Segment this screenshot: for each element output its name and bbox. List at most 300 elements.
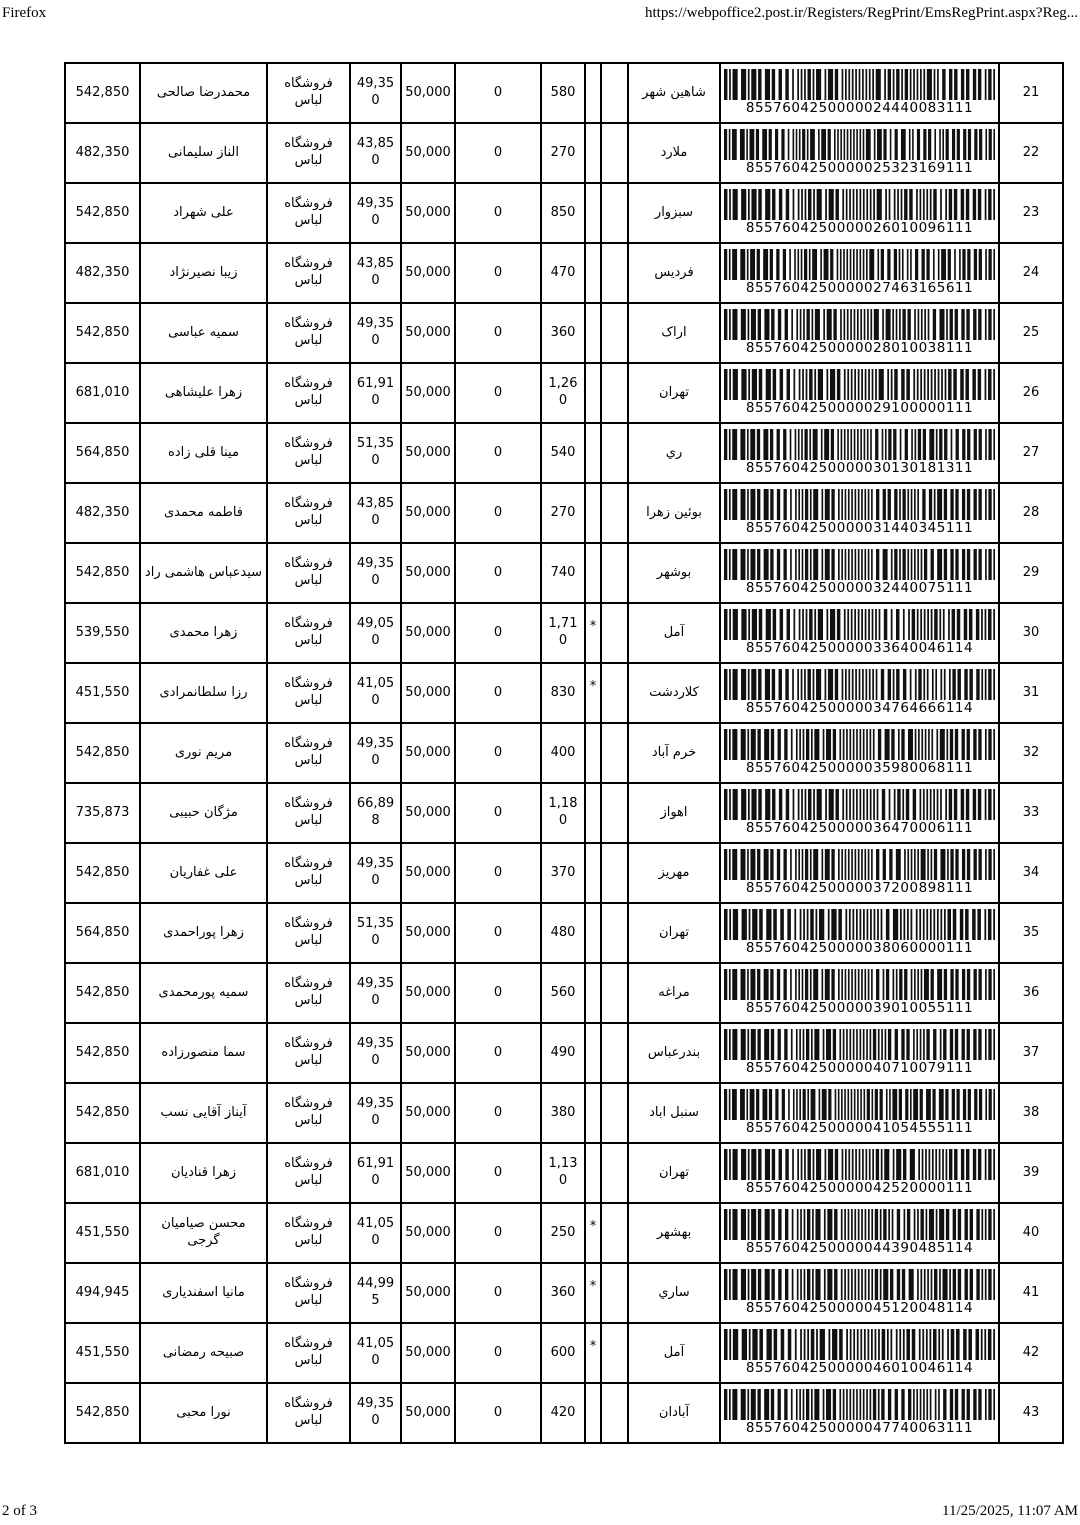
table-row [65, 483, 1063, 543]
total-price-cell: 542,850 [65, 843, 140, 903]
weight-cell: 740 [541, 543, 585, 603]
weight-cell: 830 [541, 663, 585, 723]
cod-amount-cell: 0 [455, 663, 541, 723]
sender-name-cell: نورا محبی [140, 1383, 267, 1443]
barcode-image [724, 669, 995, 700]
sender-name-cell: سمیه عباسی [140, 303, 267, 363]
spare-cell [601, 363, 628, 423]
declared-value-cell: 50,000 [401, 903, 455, 963]
flag-cell: * [585, 663, 601, 723]
weight-cell: 1,260 [541, 363, 585, 423]
flag-cell [585, 963, 601, 1023]
destination-city-cell: ملارد [628, 123, 720, 183]
barcode-number: 8557604250000032440075111 [745, 579, 974, 596]
cod-amount-cell: 0 [455, 363, 541, 423]
postage-fee-cell: 49,350 [350, 723, 401, 783]
cod-amount-cell: 0 [455, 603, 541, 663]
total-price-cell: 451,550 [65, 1203, 140, 1263]
table-row [65, 123, 1063, 183]
total-price-cell: 542,850 [65, 1083, 140, 1143]
postage-fee-cell: 43,850 [350, 483, 401, 543]
spare-cell [601, 783, 628, 843]
barcode-image [724, 369, 995, 400]
barcode-cell [720, 63, 999, 123]
cod-amount-cell: 0 [455, 963, 541, 1023]
weight-cell: 1,710 [541, 603, 585, 663]
weight-cell: 420 [541, 1383, 585, 1443]
row-number-cell: 34 [999, 843, 1063, 903]
spare-cell [601, 483, 628, 543]
row-number-cell: 41 [999, 1263, 1063, 1323]
sender-name-cell: صبیحه رمضانی [140, 1323, 267, 1383]
flag-cell [585, 363, 601, 423]
weight-cell: 540 [541, 423, 585, 483]
cod-amount-cell: 0 [455, 543, 541, 603]
table-row [65, 183, 1063, 243]
barcode-number: 8557604250000028010038111 [745, 339, 974, 356]
total-price-cell: 542,850 [65, 1023, 140, 1083]
store-name-cell: فروشگاه لباس [267, 543, 350, 603]
declared-value-cell: 50,000 [401, 723, 455, 783]
cod-amount-cell: 0 [455, 1383, 541, 1443]
destination-city-cell: ساري [628, 1263, 720, 1323]
print-header [2, 5, 1078, 22]
barcode-image [724, 1029, 995, 1060]
barcode-image [724, 1269, 995, 1300]
spare-cell [601, 1023, 628, 1083]
barcode-number: 8557604250000036470006111 [745, 819, 974, 836]
page-indicator: 2 of 3 [2, 1503, 37, 1519]
postage-fee-cell: 49,350 [350, 963, 401, 1023]
barcode-cell [720, 663, 999, 723]
postage-fee-cell: 43,850 [350, 123, 401, 183]
weight-cell: 1,180 [541, 783, 585, 843]
row-number-cell: 26 [999, 363, 1063, 423]
declared-value-cell: 50,000 [401, 183, 455, 243]
barcode-number: 8557604250000042520000111 [745, 1179, 974, 1196]
weight-cell: 380 [541, 1083, 585, 1143]
barcode-image [724, 309, 995, 340]
cod-amount-cell: 0 [455, 1023, 541, 1083]
weight-cell: 600 [541, 1323, 585, 1383]
row-number-cell: 29 [999, 543, 1063, 603]
spare-cell [601, 183, 628, 243]
total-price-cell: 542,850 [65, 543, 140, 603]
flag-cell: * [585, 1263, 601, 1323]
postage-fee-cell: 51,350 [350, 903, 401, 963]
declared-value-cell: 50,000 [401, 243, 455, 303]
total-price-cell: 681,010 [65, 1143, 140, 1203]
declared-value-cell: 50,000 [401, 663, 455, 723]
spare-cell [601, 123, 628, 183]
declared-value-cell: 50,000 [401, 1023, 455, 1083]
sender-name-cell: زهرا علیشاهی [140, 363, 267, 423]
cod-amount-cell: 0 [455, 243, 541, 303]
weight-cell: 370 [541, 843, 585, 903]
barcode-image [724, 1089, 995, 1120]
cod-amount-cell: 0 [455, 63, 541, 123]
total-price-cell: 482,350 [65, 483, 140, 543]
cod-amount-cell: 0 [455, 1323, 541, 1383]
browser-title: Firefox [2, 5, 47, 21]
weight-cell: 490 [541, 1023, 585, 1083]
sender-name-cell: زهرا پوراحمدی [140, 903, 267, 963]
store-name-cell: فروشگاه لباس [267, 843, 350, 903]
postage-fee-cell: 41,050 [350, 663, 401, 723]
spare-cell [601, 963, 628, 1023]
barcode-number: 8557604250000041054555111 [745, 1119, 974, 1136]
sender-name-cell: زیبا نصیرنژاد [140, 243, 267, 303]
total-price-cell: 542,850 [65, 63, 140, 123]
declared-value-cell: 50,000 [401, 363, 455, 423]
total-price-cell: 451,550 [65, 1323, 140, 1383]
postage-fee-cell: 49,350 [350, 1383, 401, 1443]
barcode-number: 8557604250000030130181311 [745, 459, 974, 476]
weight-cell: 360 [541, 1263, 585, 1323]
barcode-number: 8557604250000045120048114 [745, 1299, 974, 1316]
barcode-number: 8557604250000024440083111 [745, 99, 974, 116]
barcode-image [724, 909, 995, 940]
cod-amount-cell: 0 [455, 1143, 541, 1203]
destination-city-cell: بهشهر [628, 1203, 720, 1263]
row-number-cell: 32 [999, 723, 1063, 783]
print-timestamp: 11/25/2025, 11:07 AM [942, 1503, 1078, 1519]
barcode-image [724, 69, 995, 100]
spare-cell [601, 1143, 628, 1203]
cod-amount-cell: 0 [455, 183, 541, 243]
sender-name-cell: محسن صیامیان گرجی [140, 1203, 267, 1263]
weight-cell: 470 [541, 243, 585, 303]
barcode-cell [720, 603, 999, 663]
flag-cell [585, 723, 601, 783]
destination-city-cell: اراک [628, 303, 720, 363]
barcode-image [724, 1329, 995, 1360]
barcode-cell [720, 963, 999, 1023]
total-price-cell: 542,850 [65, 1383, 140, 1443]
declared-value-cell: 50,000 [401, 63, 455, 123]
spare-cell [601, 843, 628, 903]
spare-cell [601, 1263, 628, 1323]
spare-cell [601, 1083, 628, 1143]
barcode-number: 8557604250000037200898111 [745, 879, 974, 896]
table-row [65, 1323, 1063, 1383]
barcode-image [724, 1389, 995, 1420]
declared-value-cell: 50,000 [401, 483, 455, 543]
declared-value-cell: 50,000 [401, 123, 455, 183]
flag-cell [585, 903, 601, 963]
destination-city-cell: فردیس [628, 243, 720, 303]
postage-fee-cell: 49,350 [350, 543, 401, 603]
destination-city-cell: بوشهر [628, 543, 720, 603]
sender-name-cell: محمدرضا صالحی [140, 63, 267, 123]
registry-table-body [65, 63, 1063, 1443]
store-name-cell: فروشگاه لباس [267, 63, 350, 123]
row-number-cell: 23 [999, 183, 1063, 243]
spare-cell [601, 1383, 628, 1443]
table-row [65, 1143, 1063, 1203]
postage-fee-cell: 49,350 [350, 843, 401, 903]
cod-amount-cell: 0 [455, 1263, 541, 1323]
row-number-cell: 43 [999, 1383, 1063, 1443]
store-name-cell: فروشگاه لباس [267, 123, 350, 183]
declared-value-cell: 50,000 [401, 1083, 455, 1143]
table-row [65, 1023, 1063, 1083]
flag-cell [585, 183, 601, 243]
spare-cell [601, 243, 628, 303]
weight-cell: 580 [541, 63, 585, 123]
table-row [65, 423, 1063, 483]
row-number-cell: 30 [999, 603, 1063, 663]
spare-cell [601, 543, 628, 603]
flag-cell [585, 543, 601, 603]
store-name-cell: فروشگاه لباس [267, 603, 350, 663]
barcode-image [724, 789, 995, 820]
barcode-number: 8557604250000046010046114 [745, 1359, 974, 1376]
weight-cell: 1,130 [541, 1143, 585, 1203]
flag-cell [585, 243, 601, 303]
store-name-cell: فروشگاه لباس [267, 783, 350, 843]
barcode-number: 8557604250000026010096111 [745, 219, 974, 236]
cod-amount-cell: 0 [455, 783, 541, 843]
declared-value-cell: 50,000 [401, 423, 455, 483]
barcode-image [724, 189, 995, 220]
declared-value-cell: 50,000 [401, 303, 455, 363]
sender-name-cell: سما منصورزاده [140, 1023, 267, 1083]
table-row [65, 303, 1063, 363]
postage-fee-cell: 49,050 [350, 603, 401, 663]
spare-cell [601, 423, 628, 483]
cod-amount-cell: 0 [455, 123, 541, 183]
total-price-cell: 542,850 [65, 963, 140, 1023]
barcode-cell [720, 1263, 999, 1323]
spare-cell [601, 1203, 628, 1263]
sender-name-cell: مریم نوری [140, 723, 267, 783]
barcode-number: 8557604250000034764666114 [745, 699, 974, 716]
sender-name-cell: مانیا اسفندیاری [140, 1263, 267, 1323]
total-price-cell: 564,850 [65, 903, 140, 963]
barcode-image [724, 969, 995, 1000]
barcode-image [724, 429, 995, 460]
row-number-cell: 24 [999, 243, 1063, 303]
row-number-cell: 22 [999, 123, 1063, 183]
store-name-cell: فروشگاه لباس [267, 1203, 350, 1263]
destination-city-cell: آمل [628, 603, 720, 663]
spare-cell [601, 903, 628, 963]
barcode-number: 8557604250000035980068111 [745, 759, 974, 776]
barcode-number: 8557604250000038060000111 [745, 939, 974, 956]
row-number-cell: 28 [999, 483, 1063, 543]
total-price-cell: 564,850 [65, 423, 140, 483]
barcode-image [724, 849, 995, 880]
cod-amount-cell: 0 [455, 423, 541, 483]
table-row [65, 363, 1063, 423]
table-row [65, 1203, 1063, 1263]
postage-fee-cell: 49,350 [350, 303, 401, 363]
row-number-cell: 37 [999, 1023, 1063, 1083]
spare-cell [601, 303, 628, 363]
total-price-cell: 735,873 [65, 783, 140, 843]
total-price-cell: 482,350 [65, 243, 140, 303]
sender-name-cell: رزا سلطانمرادی [140, 663, 267, 723]
registry-table [64, 62, 1064, 1444]
declared-value-cell: 50,000 [401, 963, 455, 1023]
barcode-cell [720, 1383, 999, 1443]
row-number-cell: 27 [999, 423, 1063, 483]
table-row [65, 663, 1063, 723]
barcode-cell [720, 183, 999, 243]
destination-city-cell: تهران [628, 903, 720, 963]
flag-cell [585, 423, 601, 483]
flag-cell [585, 123, 601, 183]
barcode-image [724, 729, 995, 760]
destination-city-cell: سبزوار [628, 183, 720, 243]
store-name-cell: فروشگاه لباس [267, 303, 350, 363]
store-name-cell: فروشگاه لباس [267, 1083, 350, 1143]
barcode-number: 8557604250000027463165611 [745, 279, 974, 296]
weight-cell: 270 [541, 483, 585, 543]
page-url: https://webpoffice2.post.ir/Registers/RegPrint/EmsRegPrint.aspx?Reg... [644, 5, 1078, 21]
destination-city-cell: تهران [628, 1143, 720, 1203]
sender-name-cell: مینا قلی زاده [140, 423, 267, 483]
store-name-cell: فروشگاه لباس [267, 183, 350, 243]
declared-value-cell: 50,000 [401, 603, 455, 663]
postage-fee-cell: 66,898 [350, 783, 401, 843]
store-name-cell: فروشگاه لباس [267, 1023, 350, 1083]
spare-cell [601, 663, 628, 723]
barcode-cell [720, 423, 999, 483]
destination-city-cell: آبادان [628, 1383, 720, 1443]
flag-cell [585, 843, 601, 903]
barcode-cell [720, 903, 999, 963]
table-row [65, 63, 1063, 123]
sender-name-cell: علی غفاریان [140, 843, 267, 903]
row-number-cell: 21 [999, 63, 1063, 123]
table-row [65, 243, 1063, 303]
spare-cell [601, 723, 628, 783]
postage-fee-cell: 41,050 [350, 1323, 401, 1383]
barcode-number: 8557604250000039010055111 [745, 999, 974, 1016]
declared-value-cell: 50,000 [401, 1143, 455, 1203]
cod-amount-cell: 0 [455, 903, 541, 963]
barcode-number: 8557604250000040710079111 [745, 1059, 974, 1076]
flag-cell: * [585, 1203, 601, 1263]
table-row [65, 603, 1063, 663]
barcode-cell [720, 303, 999, 363]
cod-amount-cell: 0 [455, 1203, 541, 1263]
weight-cell: 560 [541, 963, 585, 1023]
postage-fee-cell: 41,050 [350, 1203, 401, 1263]
table-row [65, 1263, 1063, 1323]
barcode-cell [720, 783, 999, 843]
destination-city-cell: ري [628, 423, 720, 483]
sender-name-cell: الناز سلیمانی [140, 123, 267, 183]
barcode-cell [720, 363, 999, 423]
barcode-cell [720, 483, 999, 543]
spare-cell [601, 1323, 628, 1383]
total-price-cell: 542,850 [65, 723, 140, 783]
postage-fee-cell: 49,350 [350, 1023, 401, 1083]
destination-city-cell: اهواز [628, 783, 720, 843]
total-price-cell: 482,350 [65, 123, 140, 183]
destination-city-cell: کلاردشت [628, 663, 720, 723]
destination-city-cell: سنبل اباد [628, 1083, 720, 1143]
barcode-cell [720, 1083, 999, 1143]
flag-cell [585, 783, 601, 843]
row-number-cell: 33 [999, 783, 1063, 843]
table-row [65, 963, 1063, 1023]
sender-name-cell: آیناز آقایی نسب [140, 1083, 267, 1143]
postage-fee-cell: 51,350 [350, 423, 401, 483]
destination-city-cell: بندرعباس [628, 1023, 720, 1083]
sender-name-cell: زهرا قنادیان [140, 1143, 267, 1203]
store-name-cell: فروشگاه لباس [267, 483, 350, 543]
destination-city-cell: خرم آباد [628, 723, 720, 783]
store-name-cell: فروشگاه لباس [267, 1143, 350, 1203]
weight-cell: 480 [541, 903, 585, 963]
barcode-number: 8557604250000047740063111 [745, 1419, 974, 1436]
row-number-cell: 42 [999, 1323, 1063, 1383]
barcode-cell [720, 1023, 999, 1083]
destination-city-cell: مهریز [628, 843, 720, 903]
declared-value-cell: 50,000 [401, 1323, 455, 1383]
store-name-cell: فروشگاه لباس [267, 1323, 350, 1383]
declared-value-cell: 50,000 [401, 543, 455, 603]
declared-value-cell: 50,000 [401, 1203, 455, 1263]
postage-fee-cell: 61,910 [350, 1143, 401, 1203]
cod-amount-cell: 0 [455, 303, 541, 363]
weight-cell: 850 [541, 183, 585, 243]
postage-fee-cell: 61,910 [350, 363, 401, 423]
barcode-number: 8557604250000031440345111 [745, 519, 974, 536]
total-price-cell: 681,010 [65, 363, 140, 423]
table-row [65, 903, 1063, 963]
barcode-image [724, 1149, 995, 1180]
barcode-cell [720, 1203, 999, 1263]
postage-fee-cell: 44,995 [350, 1263, 401, 1323]
flag-cell [585, 1023, 601, 1083]
sender-name-cell: فاطمه محمدی [140, 483, 267, 543]
cod-amount-cell: 0 [455, 723, 541, 783]
declared-value-cell: 50,000 [401, 1263, 455, 1323]
store-name-cell: فروشگاه لباس [267, 1383, 350, 1443]
destination-city-cell: آمل [628, 1323, 720, 1383]
flag-cell: * [585, 1323, 601, 1383]
sender-name-cell: سیدعباس هاشمی راد [140, 543, 267, 603]
barcode-number: 8557604250000033640046114 [745, 639, 974, 656]
sender-name-cell: زهرا محمدی [140, 603, 267, 663]
row-number-cell: 31 [999, 663, 1063, 723]
flag-cell [585, 63, 601, 123]
weight-cell: 250 [541, 1203, 585, 1263]
weight-cell: 270 [541, 123, 585, 183]
weight-cell: 360 [541, 303, 585, 363]
table-row [65, 543, 1063, 603]
store-name-cell: فروشگاه لباس [267, 663, 350, 723]
postage-fee-cell: 49,350 [350, 1083, 401, 1143]
sender-name-cell: سمیه پورمحمدی [140, 963, 267, 1023]
total-price-cell: 542,850 [65, 303, 140, 363]
postage-fee-cell: 43,850 [350, 243, 401, 303]
flag-cell [585, 1083, 601, 1143]
row-number-cell: 35 [999, 903, 1063, 963]
print-footer [2, 1503, 1078, 1520]
barcode-cell [720, 123, 999, 183]
table-row [65, 843, 1063, 903]
barcode-cell [720, 1323, 999, 1383]
barcode-cell [720, 1143, 999, 1203]
row-number-cell: 38 [999, 1083, 1063, 1143]
destination-city-cell: مراغه [628, 963, 720, 1023]
